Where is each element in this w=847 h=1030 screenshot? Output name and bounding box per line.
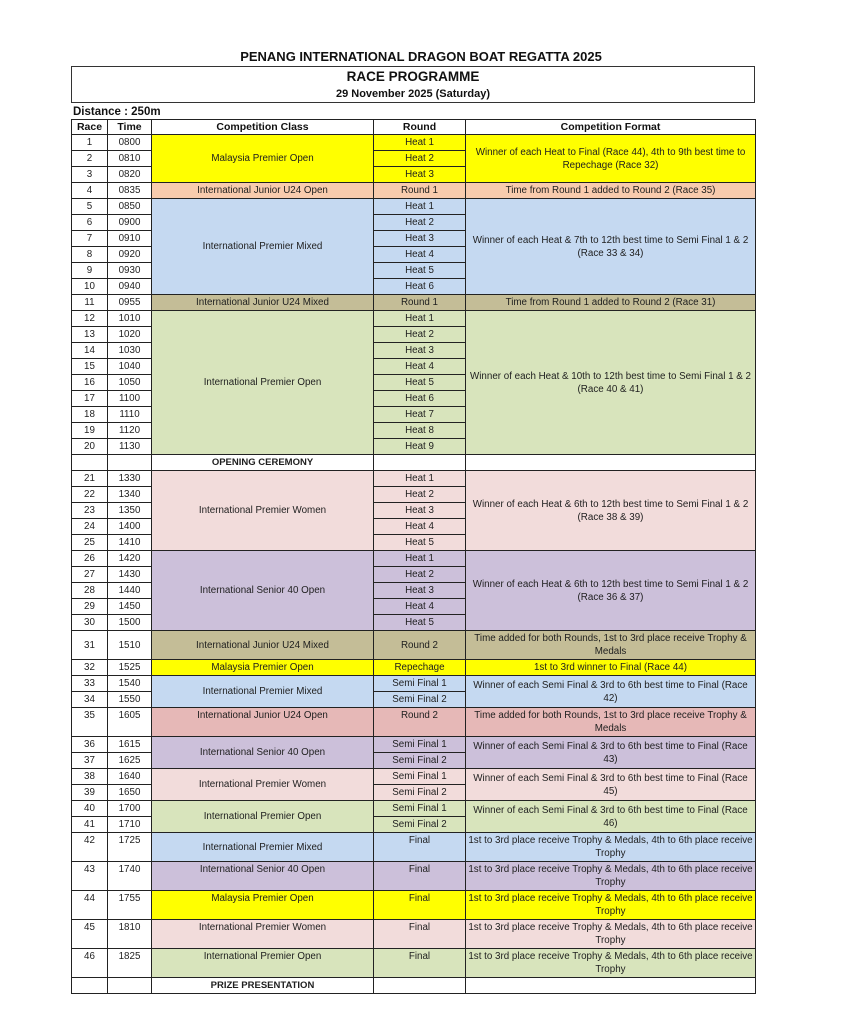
- round: Semi Final 2: [374, 692, 466, 708]
- competition-class: International Premier Mixed: [152, 676, 374, 708]
- race-time: 0940: [108, 279, 152, 295]
- race-number: 36: [72, 737, 108, 753]
- round: Round 2: [374, 708, 466, 737]
- round: Heat 6: [374, 391, 466, 407]
- header-competition-class: Competition Class: [152, 120, 374, 135]
- race-time: 1350: [108, 503, 152, 519]
- race-row: [72, 471, 756, 487]
- race-time: 0900: [108, 215, 152, 231]
- competition-format: Time added for both Rounds, 1st to 3rd place receive Trophy & Medals: [466, 708, 756, 737]
- competition-class: Malaysia Premier Open: [152, 660, 374, 676]
- race-time: 1810: [108, 920, 152, 949]
- race-time: 0920: [108, 247, 152, 263]
- race-number: 40: [72, 801, 108, 817]
- race-row: [72, 676, 756, 692]
- race-time: 0850: [108, 199, 152, 215]
- header-competition-format: Competition Format: [466, 120, 756, 135]
- race-number: 28: [72, 583, 108, 599]
- race-number: 10: [72, 279, 108, 295]
- round: Heat 4: [374, 247, 466, 263]
- special-event-row: [72, 455, 756, 471]
- round: Final: [374, 862, 466, 891]
- race-row: [72, 920, 756, 949]
- race-time: 0810: [108, 151, 152, 167]
- race-time: 1640: [108, 769, 152, 785]
- race-row: [72, 833, 756, 862]
- race-time: [108, 455, 152, 471]
- race-row: [72, 801, 756, 817]
- race-time: 1050: [108, 375, 152, 391]
- competition-format: Winner of each Heat to Final (Race 44), 4th to 9th best time to Repechage (Race 32): [466, 135, 756, 183]
- round: Heat 2: [374, 567, 466, 583]
- round: Semi Final 1: [374, 801, 466, 817]
- race-number: 5: [72, 199, 108, 215]
- race-number: 3: [72, 167, 108, 183]
- competition-class: International Premier Mixed: [152, 833, 374, 862]
- race-time: 0930: [108, 263, 152, 279]
- race-time: 1040: [108, 359, 152, 375]
- competition-format: Winner of each Heat & 6th to 12th best time to Semi Final 1 & 2 (Race 38 & 39): [466, 471, 756, 551]
- race-time: 1420: [108, 551, 152, 567]
- race-time: 1340: [108, 487, 152, 503]
- competition-format: Winner of each Semi Final & 3rd to 6th best time to Final (Race 45): [466, 769, 756, 801]
- competition-class: International Premier Women: [152, 471, 374, 551]
- competition-format: Time added for both Rounds, 1st to 3rd place receive Trophy & Medals: [466, 631, 756, 660]
- round: Heat 3: [374, 503, 466, 519]
- round: Heat 9: [374, 439, 466, 455]
- competition-class: International Premier Women: [152, 769, 374, 801]
- race-time: 1540: [108, 676, 152, 692]
- round: Heat 3: [374, 231, 466, 247]
- race-schedule-table: [71, 119, 756, 994]
- round: Heat 1: [374, 551, 466, 567]
- round: Repechage: [374, 660, 466, 676]
- race-time: 1525: [108, 660, 152, 676]
- competition-format: [466, 455, 756, 471]
- round: Semi Final 1: [374, 769, 466, 785]
- race-row: [72, 135, 756, 151]
- race-number: 42: [72, 833, 108, 862]
- race-number: 20: [72, 439, 108, 455]
- round: Final: [374, 891, 466, 920]
- race-time: 0820: [108, 167, 152, 183]
- race-number: 17: [72, 391, 108, 407]
- race-number: 43: [72, 862, 108, 891]
- round: Heat 2: [374, 215, 466, 231]
- race-time: 1605: [108, 708, 152, 737]
- race-row: [72, 708, 756, 737]
- round: Heat 7: [374, 407, 466, 423]
- race-number: 29: [72, 599, 108, 615]
- race-number: 32: [72, 660, 108, 676]
- race-number: 13: [72, 327, 108, 343]
- round: Semi Final 2: [374, 817, 466, 833]
- competition-format: Winner of each Semi Final & 3rd to 6th best time to Final (Race 46): [466, 801, 756, 833]
- competition-class: Malaysia Premier Open: [152, 891, 374, 920]
- round: Heat 4: [374, 519, 466, 535]
- race-number: 34: [72, 692, 108, 708]
- race-time: 1030: [108, 343, 152, 359]
- competition-format: Time from Round 1 added to Round 2 (Race 35): [466, 183, 756, 199]
- race-number: 9: [72, 263, 108, 279]
- race-time: 1120: [108, 423, 152, 439]
- competition-format: 1st to 3rd winner to Final (Race 44): [466, 660, 756, 676]
- schedule-body: [72, 135, 756, 994]
- race-time: 1825: [108, 949, 152, 978]
- competition-format: Winner of each Semi Final & 3rd to 6th best time to Final (Race 43): [466, 737, 756, 769]
- competition-format: Winner of each Heat & 10th to 12th best time to Semi Final 1 & 2 (Race 40 & 41): [466, 311, 756, 455]
- race-number: 31: [72, 631, 108, 660]
- round: Heat 3: [374, 167, 466, 183]
- programme-date: 29 November 2025 (Saturday): [335, 88, 491, 100]
- competition-class: International Junior U24 Open: [152, 183, 374, 199]
- race-time: 1500: [108, 615, 152, 631]
- programme-title-box: [71, 66, 755, 103]
- programme-title: RACE PROGRAMME: [346, 69, 480, 84]
- race-number: 11: [72, 295, 108, 311]
- race-number: 26: [72, 551, 108, 567]
- competition-format: Time from Round 1 added to Round 2 (Race 31): [466, 295, 756, 311]
- race-time: 1450: [108, 599, 152, 615]
- special-event-row: [72, 978, 756, 994]
- race-time: 1740: [108, 862, 152, 891]
- race-time: 0910: [108, 231, 152, 247]
- round: Final: [374, 949, 466, 978]
- race-time: 0955: [108, 295, 152, 311]
- race-time: 1020: [108, 327, 152, 343]
- race-number: 38: [72, 769, 108, 785]
- round: Heat 1: [374, 199, 466, 215]
- round: Round 1: [374, 295, 466, 311]
- competition-class: International Premier Mixed: [152, 199, 374, 295]
- race-number: 8: [72, 247, 108, 263]
- competition-format: [466, 978, 756, 994]
- race-number: 41: [72, 817, 108, 833]
- race-row: [72, 199, 756, 215]
- race-time: 1700: [108, 801, 152, 817]
- competition-format: 1st to 3rd place receive Trophy & Medals, 4th to 6th place receive Trophy: [466, 949, 756, 978]
- race-number: 37: [72, 753, 108, 769]
- race-time: 1410: [108, 535, 152, 551]
- race-row: [72, 660, 756, 676]
- race-number: 39: [72, 785, 108, 801]
- race-row: [72, 769, 756, 785]
- race-time: [108, 978, 152, 994]
- race-time: 1755: [108, 891, 152, 920]
- round: Semi Final 1: [374, 676, 466, 692]
- race-number: 6: [72, 215, 108, 231]
- round: Round 1: [374, 183, 466, 199]
- round: Final: [374, 920, 466, 949]
- header-round: Round: [374, 120, 466, 135]
- round: Heat 2: [374, 327, 466, 343]
- race-number: [72, 978, 108, 994]
- race-number: 15: [72, 359, 108, 375]
- competition-class: International Premier Women: [152, 920, 374, 949]
- round: [374, 455, 466, 471]
- race-row: [72, 737, 756, 753]
- competition-class: International Junior U24 Mixed: [152, 631, 374, 660]
- round: Heat 4: [374, 599, 466, 615]
- race-time: 1625: [108, 753, 152, 769]
- competition-format: 1st to 3rd place receive Trophy & Medals, 4th to 6th place receive Trophy: [466, 862, 756, 891]
- competition-class: International Premier Open: [152, 311, 374, 455]
- round: Heat 5: [374, 535, 466, 551]
- race-number: 45: [72, 920, 108, 949]
- race-row: [72, 311, 756, 327]
- round: Heat 5: [374, 375, 466, 391]
- competition-format: 1st to 3rd place receive Trophy & Medals, 4th to 6th place receive Trophy: [466, 891, 756, 920]
- header-time: Time: [108, 120, 152, 135]
- round: Heat 5: [374, 263, 466, 279]
- table-header-row: [72, 120, 756, 135]
- round: Heat 1: [374, 135, 466, 151]
- race-number: 25: [72, 535, 108, 551]
- event-title: PENANG INTERNATIONAL DRAGON BOAT REGATTA 2025: [240, 49, 602, 64]
- race-time: 0835: [108, 183, 152, 199]
- race-number: 12: [72, 311, 108, 327]
- race-row: [72, 631, 756, 660]
- race-time: 1400: [108, 519, 152, 535]
- race-number: [72, 455, 108, 471]
- round: Heat 6: [374, 279, 466, 295]
- race-time: 1710: [108, 817, 152, 833]
- race-time: 1110: [108, 407, 152, 423]
- competition-class: International Junior U24 Open: [152, 708, 374, 737]
- competition-format: Winner of each Semi Final & 3rd to 6th best time to Final (Race 42): [466, 676, 756, 708]
- race-time: 1650: [108, 785, 152, 801]
- race-number: 24: [72, 519, 108, 535]
- competition-format: 1st to 3rd place receive Trophy & Medals, 4th to 6th place receive Trophy: [466, 920, 756, 949]
- competition-format: 1st to 3rd place receive Trophy & Medals, 4th to 6th place receive Trophy: [466, 833, 756, 862]
- round: Heat 1: [374, 471, 466, 487]
- race-row: [72, 295, 756, 311]
- race-row: [72, 183, 756, 199]
- competition-class: International Senior 40 Open: [152, 862, 374, 891]
- round: Heat 3: [374, 343, 466, 359]
- race-number: 46: [72, 949, 108, 978]
- race-number: 30: [72, 615, 108, 631]
- race-time: 0800: [108, 135, 152, 151]
- race-number: 35: [72, 708, 108, 737]
- race-row: [72, 551, 756, 567]
- competition-class: International Senior 40 Open: [152, 737, 374, 769]
- race-number: 4: [72, 183, 108, 199]
- round: Heat 3: [374, 583, 466, 599]
- competition-class: International Premier Open: [152, 949, 374, 978]
- race-number: 2: [72, 151, 108, 167]
- competition-format: Winner of each Heat & 6th to 12th best time to Semi Final 1 & 2 (Race 36 & 37): [466, 551, 756, 631]
- race-time: 1550: [108, 692, 152, 708]
- race-number: 14: [72, 343, 108, 359]
- race-number: 44: [72, 891, 108, 920]
- race-number: 18: [72, 407, 108, 423]
- race-number: 7: [72, 231, 108, 247]
- round: Heat 8: [374, 423, 466, 439]
- race-distance: Distance : 250m: [73, 106, 161, 118]
- race-time: 1100: [108, 391, 152, 407]
- race-number: 1: [72, 135, 108, 151]
- round: Heat 2: [374, 151, 466, 167]
- race-row: [72, 949, 756, 978]
- race-time: 1725: [108, 833, 152, 862]
- competition-class: International Premier Open: [152, 801, 374, 833]
- race-number: 33: [72, 676, 108, 692]
- race-row: [72, 862, 756, 891]
- round: Round 2: [374, 631, 466, 660]
- competition-format: Winner of each Heat & 7th to 12th best time to Semi Final 1 & 2 (Race 33 & 34): [466, 199, 756, 295]
- race-time: 1440: [108, 583, 152, 599]
- round: Semi Final 2: [374, 785, 466, 801]
- round: Heat 1: [374, 311, 466, 327]
- round: Heat 4: [374, 359, 466, 375]
- round: Semi Final 1: [374, 737, 466, 753]
- race-number: 16: [72, 375, 108, 391]
- race-number: 21: [72, 471, 108, 487]
- round: Semi Final 2: [374, 753, 466, 769]
- round: Heat 5: [374, 615, 466, 631]
- round: Heat 2: [374, 487, 466, 503]
- race-number: 27: [72, 567, 108, 583]
- race-row: [72, 891, 756, 920]
- race-number: 19: [72, 423, 108, 439]
- race-time: 1330: [108, 471, 152, 487]
- race-time: 1615: [108, 737, 152, 753]
- special-event-label: PRIZE PRESENTATION: [152, 978, 374, 994]
- race-time: 1510: [108, 631, 152, 660]
- race-time: 1130: [108, 439, 152, 455]
- competition-class: International Junior U24 Mixed: [152, 295, 374, 311]
- competition-class: Malaysia Premier Open: [152, 135, 374, 183]
- race-number: 23: [72, 503, 108, 519]
- competition-class: International Senior 40 Open: [152, 551, 374, 631]
- round: Final: [374, 833, 466, 862]
- race-time: 1010: [108, 311, 152, 327]
- header-race: Race: [72, 120, 108, 135]
- special-event-label: OPENING CEREMONY: [152, 455, 374, 471]
- round: [374, 978, 466, 994]
- race-number: 22: [72, 487, 108, 503]
- race-time: 1430: [108, 567, 152, 583]
